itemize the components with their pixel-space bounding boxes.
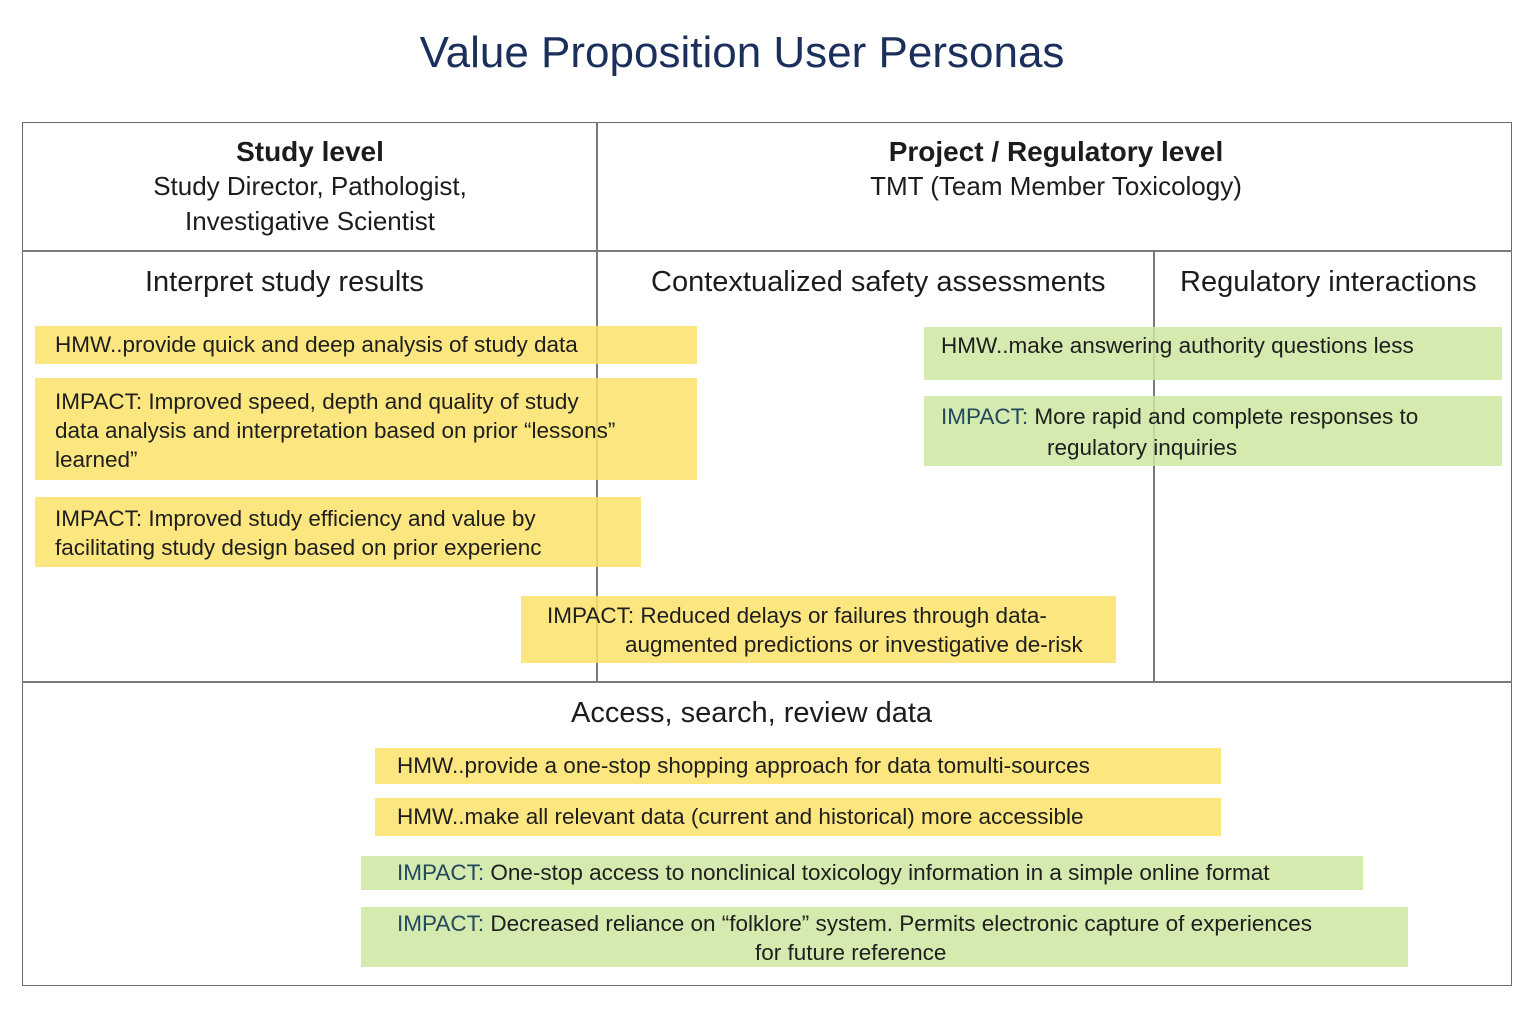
note-access-impact-1 [361, 856, 1363, 890]
note-interpret-hmw-text: HMW..provide quick and deep analysis of study data [55, 332, 578, 357]
note-regulatory-impact [924, 396, 1502, 466]
section-safety-title: Contextualized safety assessments [651, 266, 1106, 298]
note-line [397, 909, 1408, 938]
note-line: IMPACT: Improved speed, depth and quality of study [55, 389, 579, 414]
note-line: facilitating study design based on prior experienc [55, 535, 542, 560]
note-line: data analysis and interpretation based on prior “lessons” [55, 418, 616, 443]
access-divider [22, 681, 1512, 683]
note-regulatory-hmw-text: HMW..make answering authority questions less [941, 333, 1414, 358]
study-roles-line1: Study Director, Pathologist, [153, 171, 467, 201]
section-regulatory-title: Regulatory interactions [1180, 266, 1477, 298]
note-interpret-impact-2 [35, 497, 641, 567]
impact-text: One-stop access to nonclinical toxicology information in a simple online format [490, 860, 1270, 885]
note-line [397, 860, 1270, 885]
note-access-impact-2 [361, 907, 1408, 967]
note-safety-impact [521, 596, 1116, 663]
impact-text: Decreased reliance on “folklore” system. Permits electronic capture of experiences [490, 911, 1312, 936]
section-interpret-title: Interpret study results [145, 266, 424, 298]
section-access-title: Access, search, review data [571, 697, 933, 729]
note-access-hmw-1 [375, 748, 1221, 784]
impact-label: IMPACT: [941, 404, 1029, 429]
note-line: IMPACT: Reduced delays or failures through data- [547, 603, 1047, 628]
header-divider [22, 250, 1512, 252]
project-roles: TMT (Team Member Toxicology) [870, 171, 1242, 201]
note-regulatory-hmw [924, 327, 1502, 380]
page-title: Value Proposition User Personas [419, 28, 1065, 77]
note-interpret-hmw [35, 326, 697, 364]
impact-text: More rapid and complete responses to [1034, 404, 1419, 429]
study-level-header [24, 134, 596, 239]
note-line: IMPACT: Improved study efficiency and value by [55, 506, 536, 531]
project-level-heading: Project / Regulatory level [888, 136, 1224, 167]
note-access-hmw-2-text: HMW..make all relevant data (current and historical) more accessible [397, 804, 1084, 829]
project-level-header [600, 134, 1512, 204]
note-interpret-impact-1 [35, 378, 697, 480]
study-roles-line2: Investigative Scientist [184, 206, 435, 236]
impact-label: IMPACT: [397, 860, 485, 885]
note-line: regulatory inquiries [1047, 435, 1238, 460]
note-line [941, 402, 1502, 431]
note-line: for future reference [755, 940, 947, 965]
safety-regulatory-divider [1153, 250, 1155, 682]
note-access-hmw-1-text: HMW..provide a one-stop shopping approach for data tomulti-sources [397, 753, 1090, 778]
study-level-heading: Study level [236, 136, 384, 167]
note-line: augmented predictions or investigative de-risk [625, 632, 1083, 657]
note-access-hmw-2 [375, 798, 1221, 836]
note-line: learned” [55, 447, 138, 472]
impact-label: IMPACT: [397, 911, 485, 936]
